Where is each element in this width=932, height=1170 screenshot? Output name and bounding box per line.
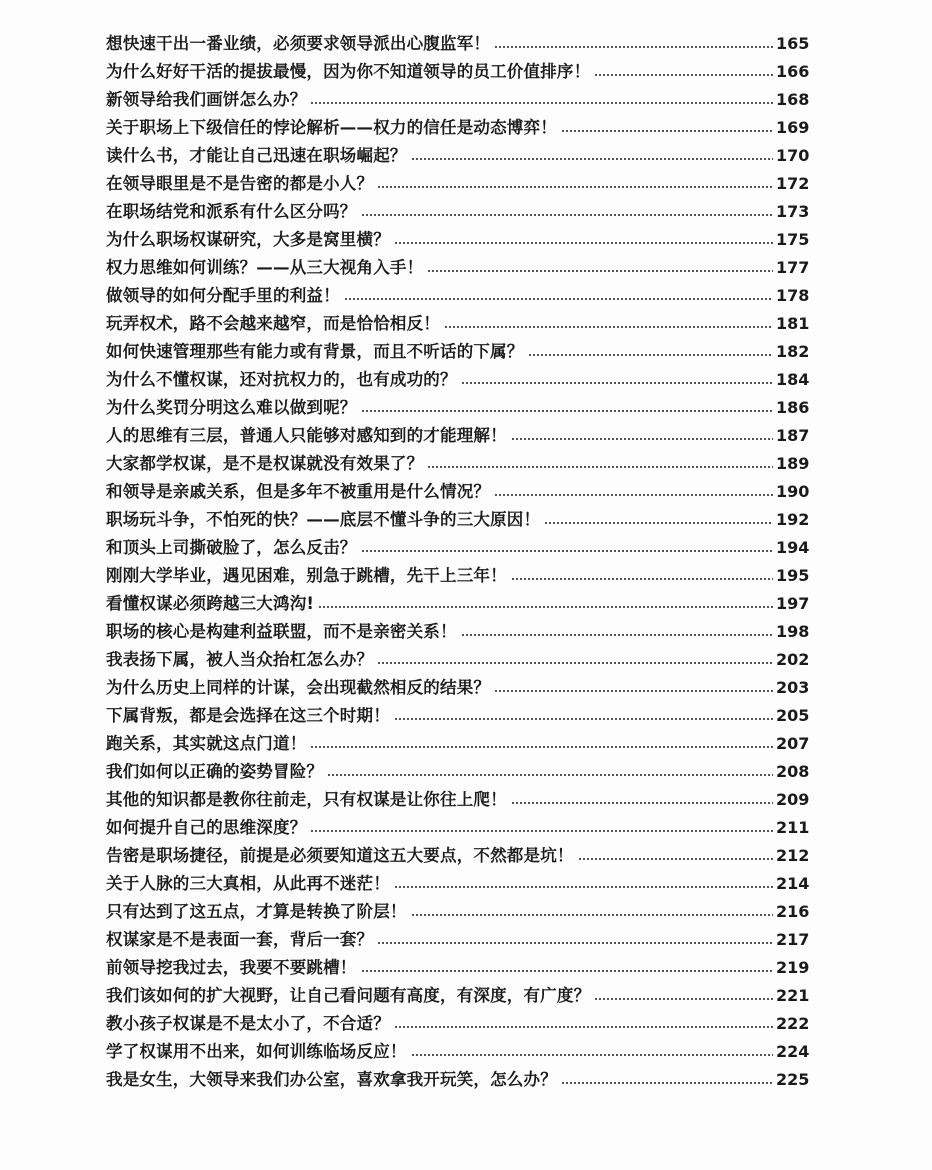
toc-dot-leader: [411, 1052, 773, 1058]
toc-dot-leader: [427, 268, 773, 274]
toc-dot-leader: [327, 772, 773, 778]
toc-entry-title: 在职场结党和派系有什么区分吗？: [106, 202, 357, 221]
toc-dot-leader: [310, 100, 773, 106]
toc-page-number: 222: [776, 1014, 810, 1033]
toc-page-number: 203: [776, 678, 810, 697]
toc-page-number: 212: [776, 846, 810, 865]
toc-dot-leader: [594, 72, 773, 78]
toc-entry[interactable]: [106, 870, 810, 898]
toc-entry-title: 我们如何以正确的姿势冒险？: [106, 762, 324, 781]
toc-entry[interactable]: [106, 226, 810, 254]
toc-dot-leader: [411, 156, 773, 162]
toc-entry[interactable]: [106, 422, 810, 450]
toc-entry-title: 为什么历史上同样的计谋，会出现截然相反的结果？: [106, 678, 491, 697]
toc-entry[interactable]: [106, 254, 810, 282]
toc-dot-leader: [461, 380, 773, 386]
toc-entry-title: 如何快速管理那些有能力或有背景，而且不听话的下属？: [106, 342, 524, 361]
toc-entry-title: 为什么好好干活的提拔最慢，因为你不知道领导的员工价值排序！: [106, 62, 591, 81]
toc-page-number: 182: [776, 342, 810, 361]
toc-entry-title: 我是女生，大领导来我们办公室，喜欢拿我开玩笑，怎么办？: [106, 1070, 557, 1089]
toc-page-number: 221: [776, 986, 810, 1005]
toc-entry-title: 其他的知识都是教你往前走，只有权谋是让你往上爬！: [106, 790, 507, 809]
toc-entry-title: 在领导眼里是不是告密的都是小人？: [106, 174, 374, 193]
toc-entry[interactable]: [106, 58, 810, 86]
toc-dot-leader: [511, 576, 773, 582]
toc-entry[interactable]: [106, 926, 810, 954]
toc-entry-title: 只有达到了这五点，才算是转换了阶层！: [106, 902, 407, 921]
toc-entry[interactable]: [106, 1066, 810, 1094]
toc-dot-leader: [461, 632, 773, 638]
toc-page-number: 173: [776, 202, 810, 221]
toc-entry-title: 刚刚大学毕业，遇见困难，别急于跳槽，先干上三年！: [106, 566, 507, 585]
toc-entry-title: 前领导挖我过去，我要不要跳槽！: [106, 958, 357, 977]
toc-page-number: 216: [776, 902, 810, 921]
toc-dot-leader: [377, 660, 773, 666]
toc-entry[interactable]: [106, 86, 810, 114]
toc-page-number: 195: [776, 566, 810, 585]
toc-page-number: 208: [776, 762, 810, 781]
toc-dot-leader: [394, 240, 773, 246]
toc-page-number: 165: [776, 34, 810, 53]
toc-entry-title: 读什么书，才能让自己迅速在职场崛起？: [106, 146, 407, 165]
toc-page-number: 178: [776, 286, 810, 305]
toc-entry-title: 下属背叛，都是会选择在这三个时期！: [106, 706, 390, 725]
toc-dot-leader: [394, 716, 773, 722]
toc-entry[interactable]: [106, 814, 810, 842]
toc-page-number: 211: [776, 818, 810, 837]
toc-entry-title: 如何提升自己的思维深度？: [106, 818, 307, 837]
toc-page-number: 175: [776, 230, 810, 249]
toc-dot-leader: [310, 744, 773, 750]
toc-entry-title: 新领导给我们画饼怎么办？: [106, 90, 307, 109]
toc-page-number: 198: [776, 622, 810, 641]
toc-entry-title: 职场的核心是构建利益联盟，而不是亲密关系！: [106, 622, 457, 641]
toc-dot-leader: [377, 940, 773, 946]
toc-page-number: 186: [776, 398, 810, 417]
toc-dot-leader: [494, 492, 773, 498]
toc-entry-title: 跑关系，其实就这点门道！: [106, 734, 307, 753]
toc-entry[interactable]: [106, 730, 810, 758]
toc-entry-title: 想快速干出一番业绩，必须要求领导派出心腹监军！: [106, 34, 491, 53]
toc-entry[interactable]: [106, 534, 810, 562]
toc-dot-leader: [377, 184, 773, 190]
toc-entry-title: 玩弄权术，路不会越来越窄，而是恰恰相反！: [106, 314, 440, 333]
toc-entry[interactable]: [106, 842, 810, 870]
toc-dot-leader: [394, 884, 773, 890]
toc-entry[interactable]: [106, 114, 810, 142]
toc-entry-title: 为什么不懂权谋，还对抗权力的，也有成功的？: [106, 370, 457, 389]
toc-entry[interactable]: [106, 506, 810, 534]
toc-page-number: 207: [776, 734, 810, 753]
toc-entry[interactable]: [106, 1010, 810, 1038]
toc-page-number: 181: [776, 314, 810, 333]
toc-entry[interactable]: [106, 562, 810, 590]
toc-page-number: 197: [776, 594, 810, 613]
toc-dot-leader: [511, 800, 773, 806]
toc-entry[interactable]: [106, 338, 810, 366]
toc-dot-leader: [561, 1080, 773, 1086]
toc-dot-leader: [310, 828, 773, 834]
table-of-contents: [106, 30, 810, 1094]
toc-page-number: 224: [776, 1042, 810, 1061]
toc-entry[interactable]: [106, 478, 810, 506]
toc-page-number: 184: [776, 370, 810, 389]
toc-entry[interactable]: [106, 702, 810, 730]
toc-entry[interactable]: [106, 758, 810, 786]
toc-entry-title: 关于职场上下级信任的悖论解析——权力的信任是动态博弈！: [106, 118, 557, 137]
toc-dot-leader: [594, 996, 773, 1002]
toc-entry[interactable]: [106, 282, 810, 310]
toc-page-number: 225: [776, 1070, 810, 1089]
toc-entry[interactable]: [106, 366, 810, 394]
toc-dot-leader: [444, 324, 773, 330]
toc-entry[interactable]: [106, 394, 810, 422]
toc-page-number: 170: [776, 146, 810, 165]
toc-dot-leader: [427, 464, 773, 470]
toc-entry-title: 我们该如何的扩大视野，让自己看问题有高度，有深度，有广度？: [106, 986, 591, 1005]
toc-entry[interactable]: [106, 674, 810, 702]
toc-entry[interactable]: [106, 618, 810, 646]
toc-dot-leader: [494, 688, 773, 694]
toc-page-number: 202: [776, 650, 810, 669]
toc-entry-title: 和顶头上司撕破脸了，怎么反击？: [106, 538, 357, 557]
toc-entry-title: 告密是职场捷径，前提是必须要知道这五大要点，不然都是坑！: [106, 846, 574, 865]
toc-dot-leader: [578, 856, 773, 862]
toc-dot-leader: [318, 604, 773, 610]
toc-dot-leader: [561, 128, 773, 134]
toc-entry[interactable]: [106, 450, 810, 478]
toc-entry[interactable]: [106, 590, 810, 618]
toc-entry[interactable]: [106, 786, 810, 814]
toc-entry[interactable]: [106, 170, 810, 198]
toc-entry[interactable]: [106, 982, 810, 1010]
toc-page-number: 219: [776, 958, 810, 977]
toc-dot-leader: [361, 212, 774, 218]
toc-page-number: 189: [776, 454, 810, 473]
toc-entry-title: 为什么职场权谋研究，大多是窝里横？: [106, 230, 390, 249]
toc-page-number: 209: [776, 790, 810, 809]
toc-dot-leader: [494, 44, 773, 50]
toc-dot-leader: [411, 912, 773, 918]
toc-entry-title: 关于人脉的三大真相，从此再不迷茫！: [106, 874, 390, 893]
toc-dot-leader: [394, 1024, 773, 1030]
toc-page-number: 166: [776, 62, 810, 81]
toc-dot-leader: [361, 548, 774, 554]
toc-entry[interactable]: [106, 1038, 810, 1066]
toc-dot-leader: [344, 296, 773, 302]
toc-entry-title: 和领导是亲戚关系，但是多年不被重用是什么情况？: [106, 482, 491, 501]
toc-page-number: 172: [776, 174, 810, 193]
toc-page-number: 177: [776, 258, 810, 277]
toc-entry[interactable]: [106, 310, 810, 338]
toc-dot-leader: [528, 352, 774, 358]
toc-dot-leader: [511, 436, 773, 442]
toc-page-number: 169: [776, 118, 810, 137]
toc-page-number: 168: [776, 90, 810, 109]
toc-entry-title: 看懂权谋必须跨越三大鸿沟!: [106, 594, 315, 613]
toc-page-number: 217: [776, 930, 810, 949]
toc-entry-title: 大家都学权谋，是不是权谋就没有效果了？: [106, 454, 424, 473]
toc-dot-leader: [361, 408, 774, 414]
toc-entry[interactable]: [106, 898, 810, 926]
toc-entry-title: 职场玩斗争，不怕死的快？——底层不懂斗争的三大原因！: [106, 510, 541, 529]
toc-entry-title: 权谋家是不是表面一套，背后一套？: [106, 930, 374, 949]
toc-entry-title: 为什么奖罚分明这么难以做到呢？: [106, 398, 357, 417]
toc-entry-title: 权力思维如何训练？——从三大视角入手！: [106, 258, 424, 277]
toc-page-number: 192: [776, 510, 810, 529]
toc-entry[interactable]: [106, 30, 810, 58]
toc-page-number: 194: [776, 538, 810, 557]
toc-page-number: 214: [776, 874, 810, 893]
toc-entry-title: 我表扬下属，被人当众抬杠怎么办？: [106, 650, 374, 669]
toc-entry[interactable]: [106, 954, 810, 982]
toc-page-number: 187: [776, 426, 810, 445]
toc-page-number: 190: [776, 482, 810, 501]
toc-entry-title: 人的思维有三层，普通人只能够对感知到的才能理解！: [106, 426, 507, 445]
toc-entry[interactable]: [106, 142, 810, 170]
toc-entry-title: 教小孩子权谋是不是太小了，不合适？: [106, 1014, 390, 1033]
toc-page-number: 205: [776, 706, 810, 725]
toc-entry[interactable]: [106, 198, 810, 226]
toc-entry-title: 做领导的如何分配手里的利益！: [106, 286, 340, 305]
toc-entry-title: 学了权谋用不出来，如何训练临场反应！: [106, 1042, 407, 1061]
toc-dot-leader: [544, 520, 773, 526]
toc-dot-leader: [361, 968, 774, 974]
toc-entry[interactable]: [106, 646, 810, 674]
